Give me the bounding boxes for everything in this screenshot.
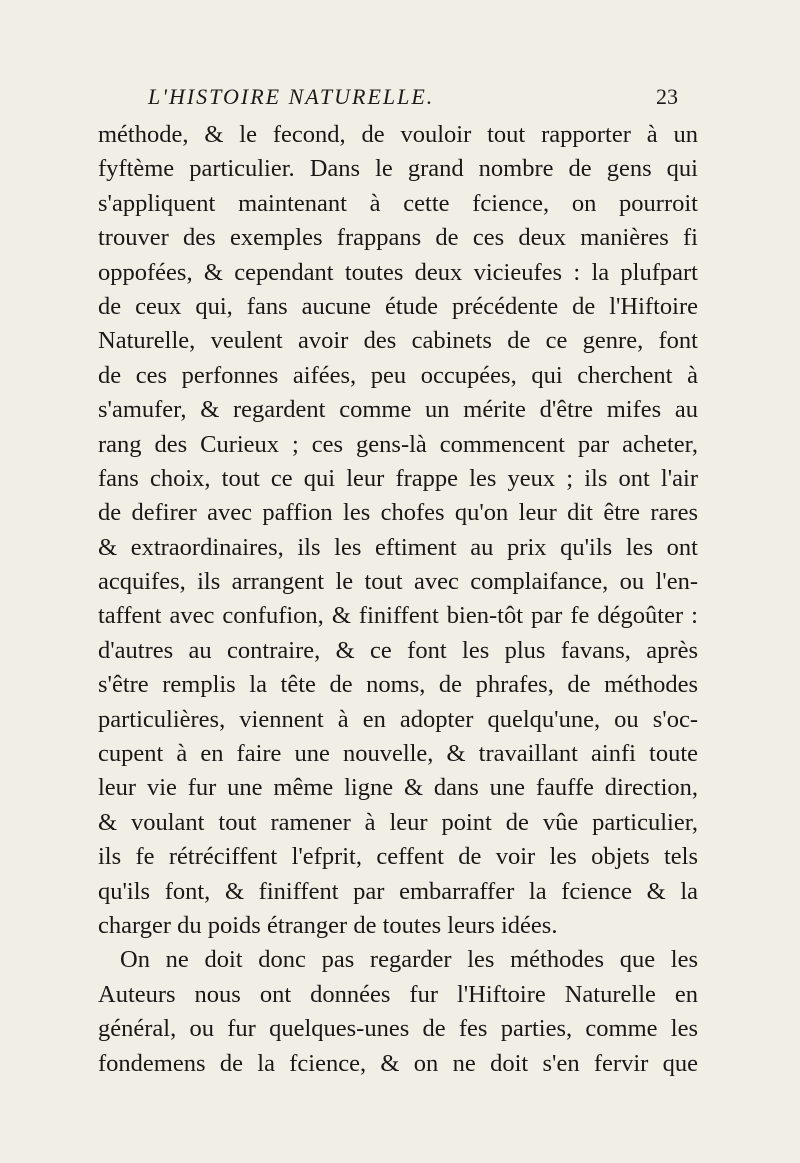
text-line: s'appliquent maintenant à cette fcience, on pourroit xyxy=(98,189,698,217)
text-line: cupent à en faire une nouvelle, & travaillant ainfi toute xyxy=(98,740,698,768)
text-line: & voulant tout ramener à leur point de vûe particulier, xyxy=(98,808,698,836)
text-line: On ne doit donc pas regarder les méthodes que les xyxy=(120,946,698,974)
page-number: 23 xyxy=(656,84,678,109)
text-line: méthode, & le fecond, de vouloir tout rapporter à un xyxy=(98,121,698,148)
text-line: d'autres au contraire, & ce font les plus favans, après xyxy=(98,636,698,664)
text-line: charger du poids étranger de toutes leurs idées. xyxy=(98,911,558,939)
text-line: Auteurs nous ont données fur l'Hiftoire Naturelle en xyxy=(98,980,698,1008)
text-line: rang des Curieux ; ces gens-là commencent par acheter, xyxy=(98,430,698,458)
text-line: fyftème particulier. Dans le grand nombre de gens qui xyxy=(98,155,698,183)
text-line: & extraordinaires, ils les eftiment au prix qu'ils les ont xyxy=(98,533,698,561)
running-head xyxy=(148,84,678,116)
text-line: Naturelle, veulent avoir des cabinets de ce genre, font xyxy=(98,327,698,355)
text-line: fondemens de la fcience, & on ne doit s'en fervir que xyxy=(98,1049,698,1077)
text-line: de ces perfonnes aifées, peu occupées, qui cherchent à xyxy=(98,361,698,389)
text-line: qu'ils font, & finiffent par embarraffer la fcience & la xyxy=(98,877,698,905)
text-line: de defirer avec paffion les chofes qu'on leur dit être rares xyxy=(98,499,698,527)
text-line: oppofées, & cependant toutes deux vicieufes : la plufpart xyxy=(98,258,698,286)
text-line: s'être remplis la tête de noms, de phrafes, de méthodes xyxy=(98,671,698,699)
text-line: général, ou fur quelques-unes de fes parties, comme les xyxy=(98,1015,698,1043)
text-line: s'amufer, & regardent comme un mérite d'être mifes au xyxy=(98,396,698,424)
running-title: L'HISTOIRE NATURELLE. xyxy=(148,84,435,109)
text-line: ils fe rétréciffent l'efprit, ceffent de voir les objets tels xyxy=(98,843,698,871)
text-line: taffent avec confufion, & finiffent bien-tôt par fe dégoûter : xyxy=(98,602,698,630)
text-line: leur vie fur une même ligne & dans une fauffe direction, xyxy=(98,774,698,802)
text-line: de ceux qui, fans aucune étude précédente de l'Hiftoire xyxy=(98,292,698,320)
text-line: trouver des exemples frappans de ces deux manières fi xyxy=(98,224,698,252)
text-line: acquifes, ils arrangent le tout avec complaifance, ou l'en- xyxy=(98,568,698,596)
text-line: particulières, viennent à en adopter quelqu'une, ou s'oc- xyxy=(98,705,698,733)
text-line: fans choix, tout ce qui leur frappe les yeux ; ils ont l'air xyxy=(98,464,698,492)
body-text xyxy=(98,118,698,1081)
